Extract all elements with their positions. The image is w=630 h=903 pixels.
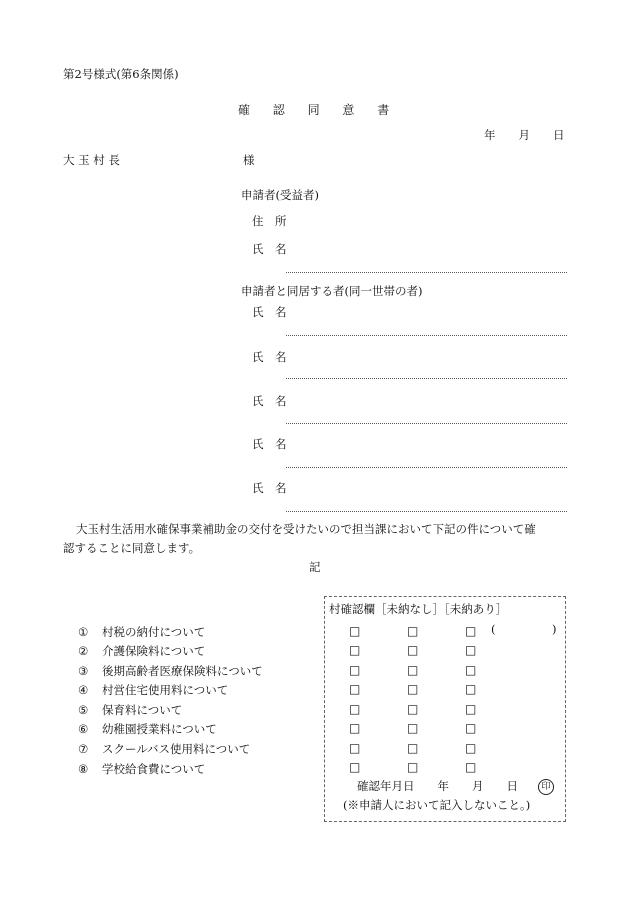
- checkbox[interactable]: □: [349, 663, 361, 677]
- cohabitant-name-line[interactable]: [286, 511, 567, 512]
- item-label: 村営住宅使用料について: [102, 683, 229, 697]
- cohabitant-name-line[interactable]: [286, 335, 567, 336]
- item-number: ⑥: [78, 722, 89, 736]
- checkbox[interactable]: □: [349, 721, 361, 735]
- checkbox[interactable]: □: [349, 702, 361, 716]
- checkbox[interactable]: □: [407, 721, 419, 735]
- checkbox[interactable]: □: [407, 643, 419, 657]
- checkbox[interactable]: □: [349, 760, 361, 774]
- item-label: 幼稚園授業料について: [102, 722, 217, 736]
- date-line: 年 月 日: [484, 128, 565, 142]
- list-item: [78, 705, 182, 717]
- cohabitant-name-line[interactable]: [286, 467, 567, 468]
- list-item: [78, 627, 205, 639]
- paren-close: ): [552, 622, 557, 636]
- checkbox[interactable]: □: [465, 741, 477, 755]
- confirmation-note: (※申請人において記入しないこと。): [343, 798, 531, 812]
- item-label: スクールバス使用料について: [102, 742, 251, 756]
- checkbox[interactable]: □: [407, 760, 419, 774]
- checkbox[interactable]: □: [407, 682, 419, 696]
- checkbox[interactable]: □: [407, 663, 419, 677]
- cohabitant-name-label: 氏 名: [252, 305, 287, 319]
- honorific: 様: [243, 153, 255, 167]
- seal-label: 印: [541, 782, 551, 792]
- cohabitant-name-line[interactable]: [286, 378, 567, 379]
- checkbox[interactable]: □: [407, 741, 419, 755]
- checkbox[interactable]: □: [465, 760, 477, 774]
- confirmation-date: 確認年月日 年 月 日: [357, 779, 518, 793]
- item-label: 介護保険料について: [102, 644, 206, 658]
- checkbox[interactable]: □: [465, 702, 477, 716]
- list-item: [78, 685, 228, 697]
- checkbox[interactable]: □: [465, 682, 477, 696]
- checkbox[interactable]: □: [465, 721, 477, 735]
- list-item: [78, 646, 205, 658]
- checkbox[interactable]: □: [407, 702, 419, 716]
- item-number: ①: [78, 625, 89, 639]
- item-label: 学校給食費について: [102, 762, 206, 776]
- checkbox[interactable]: □: [407, 624, 419, 638]
- item-number: ④: [78, 683, 89, 697]
- applicant-name-label: 氏 名: [252, 242, 287, 256]
- checkbox[interactable]: □: [349, 643, 361, 657]
- checkbox[interactable]: □: [465, 624, 477, 638]
- address-label: 住 所: [252, 214, 287, 228]
- list-item: [78, 666, 263, 678]
- checkbox[interactable]: □: [349, 741, 361, 755]
- consent-text-line2: 認することに同意します。: [63, 541, 201, 555]
- cohabitant-name-line[interactable]: [286, 423, 567, 424]
- addressee: 大 玉 村 長: [63, 153, 120, 167]
- cohabitant-name-label: 氏 名: [252, 350, 287, 364]
- checkbox[interactable]: □: [349, 682, 361, 696]
- item-label: 保育料について: [102, 703, 183, 717]
- item-number: ⑧: [78, 762, 89, 776]
- item-label: 村税の納付について: [102, 625, 206, 639]
- list-item: [78, 724, 217, 736]
- item-number: ⑦: [78, 742, 89, 756]
- item-number: ③: [78, 664, 89, 678]
- cohabitant-name-label: 氏 名: [252, 481, 287, 495]
- paren-open: (: [491, 622, 496, 636]
- checkbox[interactable]: □: [465, 663, 477, 677]
- consent-text-line1: 大玉村生活用水確保事業補助金の交付を受けたいので担当課において下記の件について確: [76, 522, 536, 536]
- applicant-name-line[interactable]: [286, 272, 567, 273]
- list-item: [78, 744, 250, 756]
- seal-mark: [538, 779, 554, 795]
- item-label: 後期高齢者医療保険料について: [102, 664, 263, 678]
- cohabitant-name-label: 氏 名: [252, 437, 287, 451]
- checkbox[interactable]: □: [465, 643, 477, 657]
- confirmation-header: 村確認欄［未納なし］［未納あり］: [329, 602, 508, 616]
- list-item: [78, 764, 205, 776]
- ki-heading: 記: [309, 560, 321, 574]
- cohabitant-name-label: 氏 名: [252, 394, 287, 408]
- cohabitants-heading: 申請者と同居する者(同一世帯の者): [241, 284, 423, 298]
- item-number: ⑤: [78, 703, 89, 717]
- applicant-heading: 申請者(受益者): [241, 188, 319, 202]
- document-title: 確 認 同 意 書: [238, 103, 395, 117]
- item-number: ②: [78, 644, 89, 658]
- checkbox[interactable]: □: [349, 624, 361, 638]
- form-number: 第2号様式(第6条関係): [63, 67, 179, 81]
